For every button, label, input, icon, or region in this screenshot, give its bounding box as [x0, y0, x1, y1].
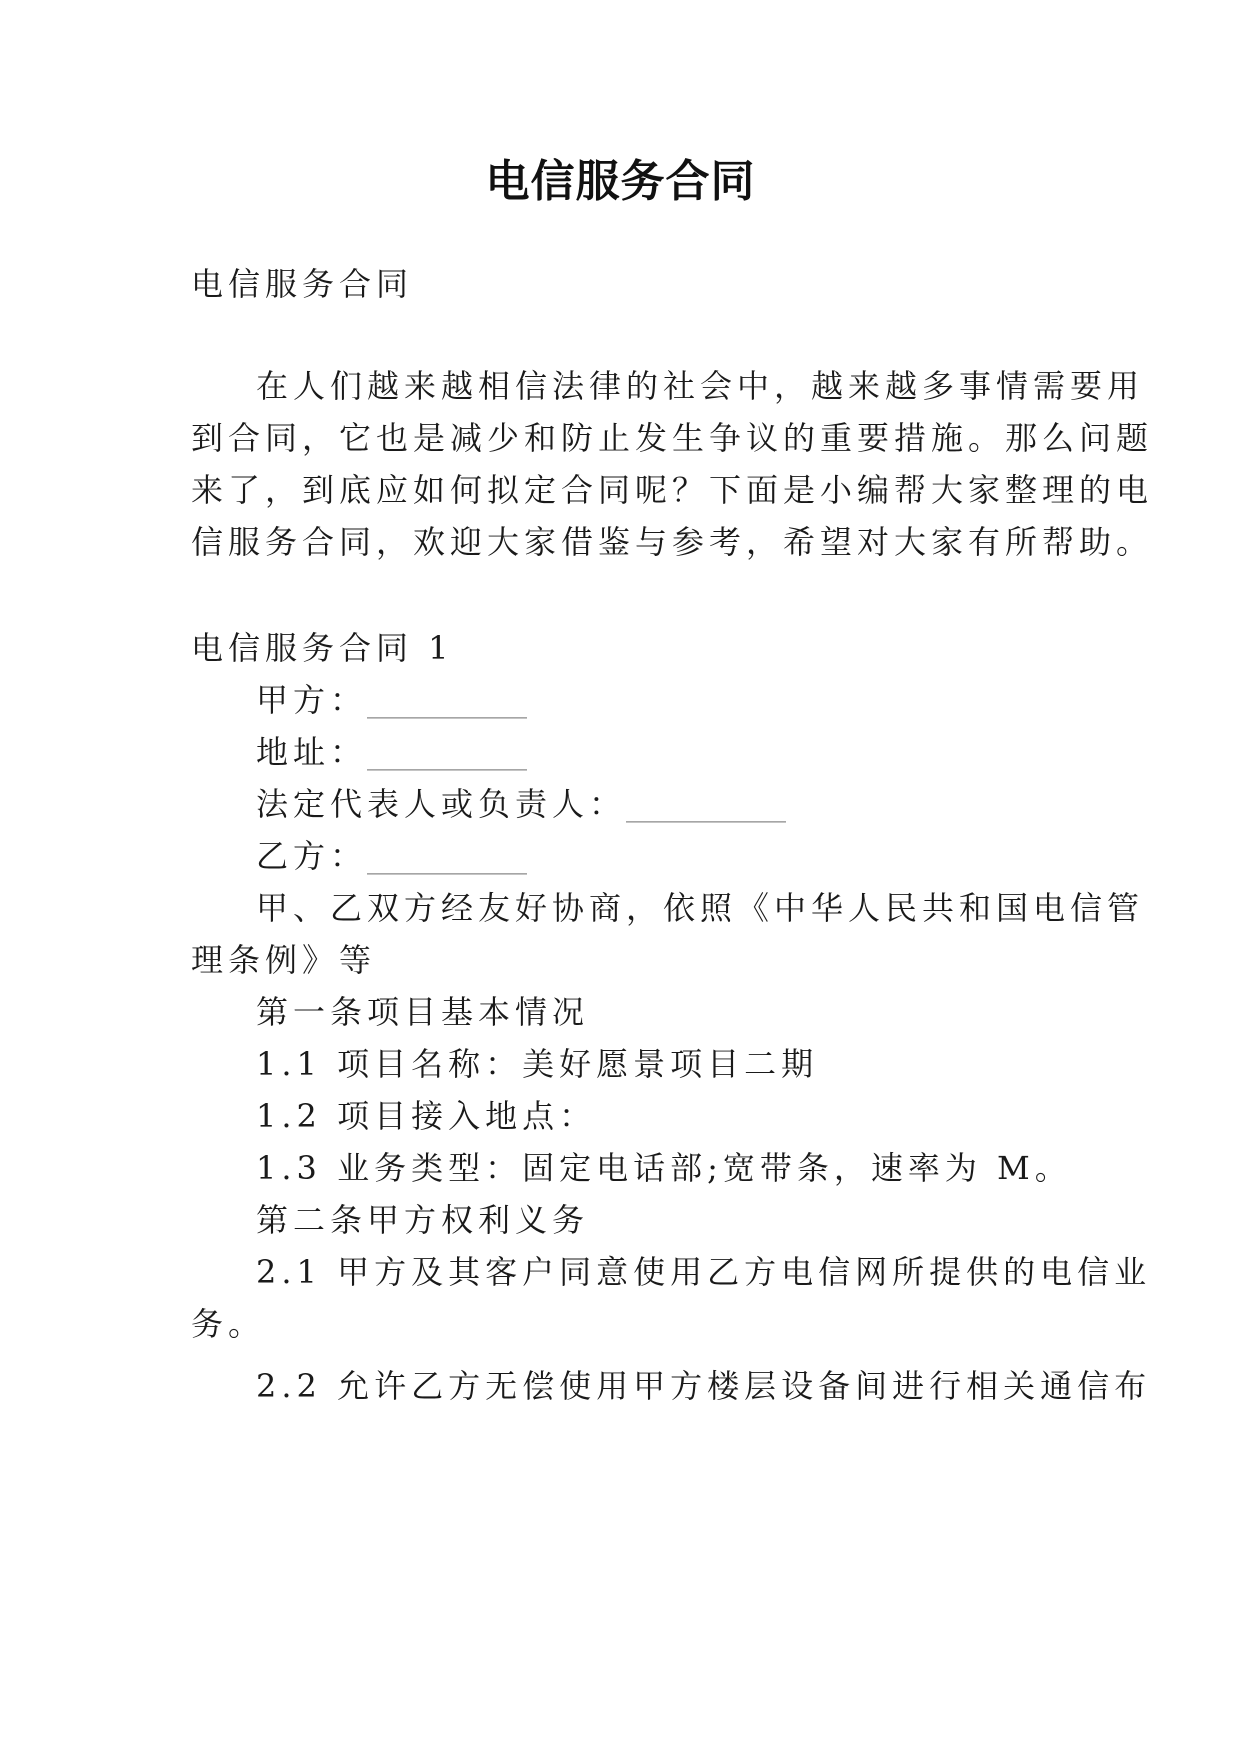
contract-heading: 电信服务合同 1 — [191, 629, 454, 667]
address-blank: __________ — [367, 733, 528, 771]
party-a-label: 甲方： — [256, 681, 368, 719]
preamble-line-2: 理条例》等 — [191, 941, 377, 979]
party-b-blank: __________ — [367, 837, 528, 875]
address-label: 地址： — [256, 733, 368, 771]
article-2-item-1-line-1: 2.1 甲方及其客户同意使用乙方电信网所提供的电信业 — [256, 1253, 1152, 1291]
article-2-item-2: 2.2 允许乙方无偿使用甲方楼层设备间进行相关通信布 — [256, 1367, 1152, 1405]
document-subtitle: 电信服务合同 — [191, 265, 414, 303]
party-a-blank: __________ — [367, 681, 528, 719]
article-2-item-1-line-2: 务。 — [191, 1305, 266, 1343]
page-title: 电信服务合同 — [485, 156, 756, 207]
intro-line-4: 信服务合同，欢迎大家借鉴与参考，希望对大家有所帮助。 — [191, 523, 1154, 561]
intro-line-1: 在人们越来越相信法律的社会中，越来越多事情需要用 — [256, 367, 1145, 405]
article-1-item-2: 1.2 项目接入地点： — [256, 1097, 597, 1135]
preamble-line-1: 甲、乙双方经友好协商，依照《中华人民共和国电信管 — [256, 889, 1145, 927]
party-a-row — [256, 680, 527, 720]
article-1-item-3: 1.3 业务类型：固定电话部;宽带条，速率为 M。 — [256, 1149, 1072, 1187]
intro-line-2: 到合同，它也是减少和防止发生争议的重要措施。那么问题 — [191, 419, 1154, 457]
intro-line-3: 来了，到底应如何拟定合同呢？下面是小编帮大家整理的电 — [191, 471, 1154, 509]
address-row — [256, 732, 527, 772]
article-1-heading: 第一条项目基本情况 — [256, 993, 590, 1031]
legal-rep-blank: __________ — [626, 785, 787, 823]
party-b-row — [256, 836, 527, 876]
legal-rep-row — [256, 784, 786, 824]
article-1-item-1: 1.1 项目名称：美好愿景项目二期 — [256, 1045, 819, 1083]
article-2-heading: 第二条甲方权利义务 — [256, 1201, 590, 1239]
party-b-label: 乙方： — [256, 837, 368, 875]
legal-rep-label: 法定代表人或负责人： — [256, 785, 627, 823]
